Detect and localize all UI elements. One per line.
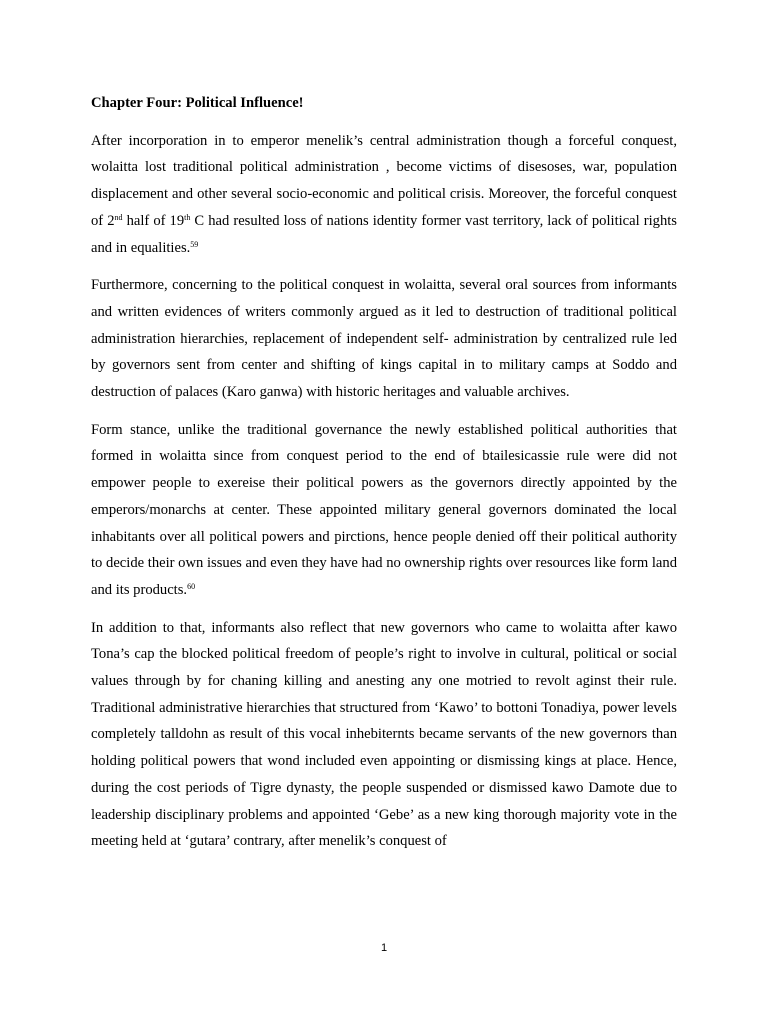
footnote-ref-59: 59 — [190, 239, 199, 249]
paragraph-2: Furthermore, concerning to the political conquest in wolaitta, several oral sources from informants and written evidences of writers commonly argued as it led to destruction of traditional political administration hierarchies, replacement of independent self- administration by centralized rule led by governors sent from center and shifting of kings capital in to military camps at Soddo and destruction of palaces (Karo ganwa) with historic heritages and valuable archives. — [91, 277, 677, 401]
paragraph-1-text-a: After incorporation in to emperor menelik’s central administration though a forceful conquest, wolaitta lost traditional political administration , become victims of disesoses, war, population displacement and other several socio-economic and political crisis. Moreover, the forceful conquest of 2 — [91, 132, 677, 229]
paragraph-1 — [91, 128, 677, 262]
chapter-title: Chapter Four: Political Influence! — [91, 95, 304, 111]
superscript-nd: nd — [114, 212, 123, 222]
paragraph-1-text-b: half of 19 — [122, 212, 185, 229]
paragraph-4: In addition to that, informants also reflect that new governors who came to wolaitta after kawo Tona’s cap the blocked political freedom of people’s right to involve in cultural, political or social values through by for chaning killing and anesting any one motried to revolt aginst their rule. Traditional administrative hierarchies that structured from ‘Kawo’ to bottoni Tonadiya, power levels completely talldohn as result of this vocal inhebiternts became servants of the new governors than holding political powers that wond included even appointing or dismissing kings at place. Hence, during the cost periods of Tigre dynasty, the people suspended or dismissed kawo Damote due to leadership disciplinary problems and appointed ‘Gebe’ as a new king thorough majority vote in the meeting held at ‘gutara’ contrary, after menelik’s conquest of — [91, 619, 677, 850]
paragraph-3 — [91, 417, 677, 604]
superscript-th: th — [184, 212, 191, 222]
paragraph-1-text-c: C had resulted loss of nations identity former vast territory, lack of political rights and in equalities. — [91, 212, 677, 256]
page-number: 1 — [380, 942, 388, 954]
paragraph-3-text: Form stance, unlike the traditional governance the newly established political authorities that formed in wolaitta since from conquest period to the end of btailesicassie rule were did not empower people to exereise their political powers as the governors directly appointed by the emperors/monarchs at center. These appointed military general governors dominated the local inhabitants over all political powers and pirctions, hence people denied off their political authority to decide their own issues and even they have had no ownership rights over resources like form land and its products. — [91, 421, 677, 598]
footnote-ref-60: 60 — [187, 581, 196, 591]
page-content — [91, 90, 677, 866]
